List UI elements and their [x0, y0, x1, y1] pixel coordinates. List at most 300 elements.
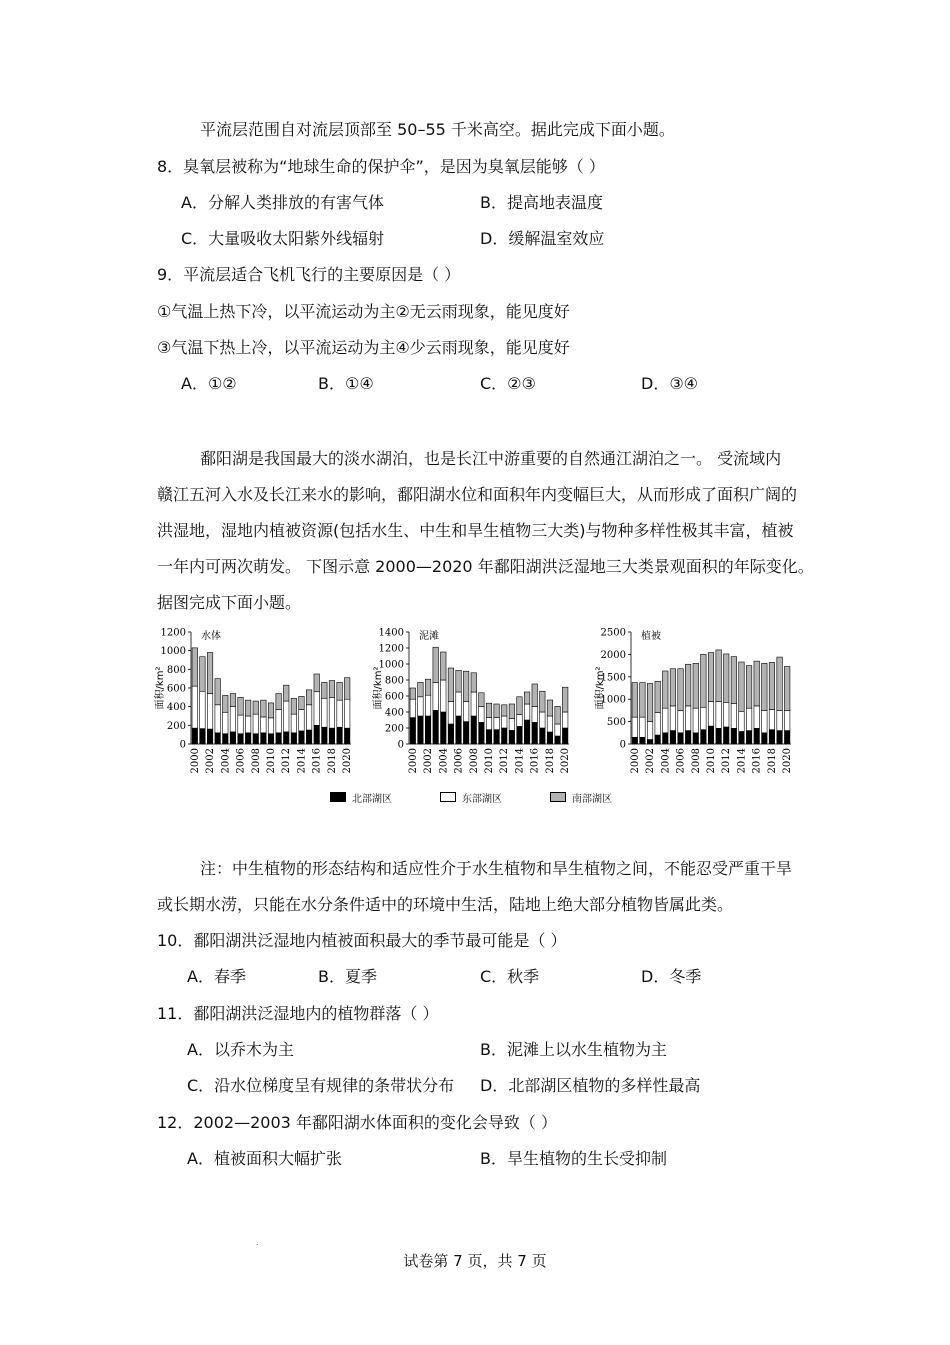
bar-东部湖区-2003 — [433, 682, 438, 710]
bar-南部湖区-2000 — [192, 648, 197, 686]
x-tick-label: 2002 — [423, 748, 435, 774]
question-8-option-b[interactable]: B．提高地表温度 — [480, 193, 603, 212]
bar-东部湖区-2000 — [410, 699, 415, 717]
y-axis-label: 面积/km² — [373, 666, 384, 710]
bar-北部湖区-2014 — [517, 726, 522, 744]
bar-东部湖区-2013 — [291, 714, 296, 733]
bar-北部湖区-2009 — [479, 722, 484, 744]
bar-南部湖区-2006 — [238, 697, 243, 715]
bar-南部湖区-2000 — [410, 688, 415, 699]
x-tick-label: 2014 — [736, 748, 748, 774]
bar-南部湖区-2015 — [746, 666, 751, 709]
x-tick-label: 2008 — [468, 748, 480, 774]
question-8-stem: 8．臭氧层被称为“地球生命的保护伞”，是因为臭氧层能够（ ） — [157, 157, 605, 176]
bar-东部湖区-2014 — [517, 714, 522, 726]
bar-东部湖区-2002 — [647, 722, 652, 740]
bar-东部湖区-2015 — [306, 705, 311, 730]
x-tick-label: 2000 — [629, 748, 641, 774]
bar-北部湖区-2001 — [418, 716, 423, 744]
bar-南部湖区-2018 — [547, 700, 552, 716]
bar-南部湖区-2001 — [418, 682, 423, 696]
bar-南部湖区-2005 — [448, 668, 453, 702]
bar-南部湖区-2009 — [261, 700, 266, 717]
bar-东部湖区-2016 — [532, 706, 537, 722]
bar-东部湖区-2004 — [223, 712, 228, 733]
bar-南部湖区-2007 — [685, 664, 690, 706]
bar-东部湖区-2004 — [441, 680, 446, 712]
footer-dot: . — [256, 1238, 259, 1247]
bar-东部湖区-2008 — [471, 692, 476, 716]
bar-南部湖区-2009 — [701, 654, 706, 707]
bar-东部湖区-2003 — [215, 705, 220, 733]
bar-南部湖区-2008 — [253, 701, 258, 714]
bar-北部湖区-2003 — [655, 735, 660, 744]
y-tick-label: 200 — [166, 720, 186, 732]
bar-南部湖区-2010 — [708, 653, 713, 702]
bar-南部湖区-2016 — [314, 674, 319, 692]
question-9-option-d[interactable]: D．③④ — [641, 374, 699, 393]
bar-北部湖区-2001 — [200, 729, 205, 744]
x-tick-label: 2008 — [250, 748, 262, 774]
passage-line-4: 一年内可两次萌发。 下图示意 2000—2020 年鄱阳湖洪泛湿地三大类景观面积的年际变化。 — [157, 557, 814, 576]
bar-北部湖区-2005 — [448, 724, 453, 744]
chart-title: 泥滩 — [419, 631, 439, 642]
bar-南部湖区-2012 — [283, 685, 288, 701]
bar-北部湖区-2020 — [784, 731, 789, 744]
bar-南部湖区-2018 — [769, 662, 774, 709]
x-tick-label: 2006 — [675, 748, 687, 774]
y-tick-label: 1000 — [600, 694, 626, 706]
x-tick-label: 2008 — [690, 748, 702, 774]
y-tick-label: 400 — [384, 707, 404, 719]
bar-北部湖区-2006 — [456, 716, 461, 744]
question-9-option-b[interactable]: B．①④ — [318, 374, 374, 393]
bar-北部湖区-2001 — [640, 737, 645, 744]
bar-北部湖区-2004 — [663, 733, 668, 744]
bar-东部湖区-2010 — [268, 718, 273, 734]
bar-北部湖区-2019 — [555, 736, 560, 744]
chart-vegetation — [595, 620, 795, 774]
bar-东部湖区-2005 — [448, 702, 453, 724]
y-tick-label: 1000 — [160, 646, 186, 658]
bar-东部湖区-2011 — [276, 709, 281, 732]
bar-北部湖区-2007 — [245, 733, 250, 744]
bar-南部湖区-2002 — [647, 684, 652, 722]
bar-南部湖区-2008 — [471, 673, 476, 692]
bar-东部湖区-2006 — [238, 715, 243, 734]
bar-北部湖区-2017 — [540, 728, 545, 744]
x-tick-label: 2020 — [560, 748, 572, 774]
bar-南部湖区-2007 — [245, 700, 250, 716]
bar-东部湖区-2008 — [693, 708, 698, 733]
bar-南部湖区-2020 — [784, 666, 789, 710]
bar-南部湖区-2006 — [678, 669, 683, 711]
bar-东部湖区-2000 — [632, 717, 637, 737]
x-tick-label: 2004 — [660, 748, 672, 774]
intro-line: 平流层范围自对流层顶部至 50–55 千米高空。据此完成下面小题。 — [200, 120, 675, 139]
bar-北部湖区-2004 — [441, 712, 446, 744]
bar-北部湖区-2016 — [754, 728, 759, 744]
bar-南部湖区-2012 — [723, 654, 728, 702]
legend-south-label: 南部湖区 — [572, 793, 612, 805]
bar-东部湖区-2013 — [731, 704, 736, 729]
bar-北部湖区-2013 — [291, 733, 296, 744]
bar-南部湖区-2015 — [306, 690, 311, 705]
bar-北部湖区-2015 — [524, 720, 529, 744]
bar-东部湖区-2017 — [762, 710, 767, 732]
bar-北部湖区-2020 — [562, 728, 567, 744]
bar-南部湖区-2013 — [731, 657, 736, 704]
bar-东部湖区-2012 — [501, 716, 506, 728]
bar-北部湖区-2007 — [685, 731, 690, 744]
legend-north — [330, 789, 392, 805]
bar-南部湖区-2020 — [344, 678, 349, 699]
x-tick-label: 2012 — [721, 748, 733, 774]
bar-东部湖区-2007 — [245, 716, 250, 733]
bar-东部湖区-2001 — [640, 717, 645, 737]
bar-南部湖区-2005 — [670, 669, 675, 706]
bar-东部湖区-2018 — [329, 697, 334, 728]
x-tick-label: 2012 — [499, 748, 511, 774]
question-10-option-a[interactable]: A．春季 — [187, 967, 246, 986]
y-tick-label: 400 — [166, 702, 186, 714]
bar-南部湖区-2010 — [268, 703, 273, 718]
bar-东部湖区-2012 — [723, 702, 728, 727]
bar-东部湖区-2001 — [200, 691, 205, 728]
bar-北部湖区-2020 — [344, 728, 349, 744]
bar-南部湖区-2001 — [640, 683, 645, 717]
bar-东部湖区-2014 — [299, 709, 304, 730]
bar-北部湖区-2012 — [283, 732, 288, 744]
x-tick-label: 2014 — [296, 748, 308, 774]
bar-北部湖区-2015 — [746, 731, 751, 744]
bar-东部湖区-2019 — [777, 710, 782, 730]
bar-东部湖区-2016 — [754, 706, 759, 728]
bar-南部湖区-2019 — [337, 682, 342, 700]
y-tick-label: 800 — [384, 675, 404, 687]
bar-南部湖区-2002 — [425, 679, 430, 695]
question-11-option-c[interactable]: C．沿水位梯度呈有规律的条带状分布 — [187, 1076, 455, 1095]
bar-北部湖区-2010 — [708, 726, 713, 744]
bar-北部湖区-2014 — [299, 731, 304, 744]
bar-东部湖区-2005 — [670, 706, 675, 731]
legend-east-label: 东部湖区 — [462, 793, 502, 805]
bar-北部湖区-2015 — [306, 730, 311, 744]
bar-东部湖区-2005 — [230, 707, 235, 732]
bar-东部湖区-2019 — [337, 700, 342, 727]
bar-东部湖区-2017 — [322, 698, 327, 727]
question-8-option-c[interactable]: C．大量吸收太阳紫外线辐射 — [181, 229, 385, 248]
bar-南部湖区-2003 — [433, 647, 438, 682]
bar-南部湖区-2013 — [509, 704, 514, 718]
question-8-option-d[interactable]: D．缓解温室效应 — [480, 229, 605, 248]
legend-north-swatch — [330, 792, 346, 802]
x-tick-label: 2006 — [453, 748, 465, 774]
chart-title: 水体 — [201, 631, 221, 642]
y-tick-label: 0 — [397, 739, 404, 751]
bar-南部湖区-2006 — [456, 670, 461, 692]
bar-北部湖区-2008 — [693, 733, 698, 744]
x-tick-label: 2014 — [514, 748, 526, 774]
y-axis-label: 面积/km² — [155, 666, 166, 710]
bar-东部湖区-2010 — [486, 718, 491, 730]
bar-东部湖区-2008 — [253, 714, 258, 734]
bar-南部湖区-2005 — [230, 694, 235, 707]
bar-南部湖区-2012 — [501, 705, 506, 716]
x-tick-label: 2004 — [438, 748, 450, 774]
bar-东部湖区-2020 — [784, 710, 789, 730]
bar-南部湖区-2011 — [494, 704, 499, 718]
note-line-1: 注：中生植物的形态结构和适应性介于水生植物和旱生植物之间，不能忍受严重干旱 — [200, 859, 793, 878]
y-tick-label: 1500 — [600, 672, 626, 684]
bar-北部湖区-2018 — [547, 732, 552, 744]
bar-南部湖区-2014 — [299, 696, 304, 709]
x-tick-label: 2018 — [766, 748, 778, 774]
bar-北部湖区-2008 — [253, 734, 258, 744]
bar-东部湖区-2018 — [769, 710, 774, 730]
y-tick-label: 500 — [606, 717, 626, 729]
bar-东部湖区-2001 — [418, 697, 423, 716]
bar-南部湖区-2013 — [291, 698, 296, 714]
x-tick-label: 2004 — [220, 748, 232, 774]
question-11-option-b[interactable]: B．泥滩上以水生植物为主 — [480, 1040, 667, 1059]
x-tick-label: 2016 — [751, 748, 763, 774]
question-9-statement-2: ③气温下热上冷，以平流运动为主④少云雨现象，能见度好 — [157, 338, 570, 357]
bar-南部湖区-2016 — [754, 661, 759, 706]
bar-北部湖区-2003 — [215, 733, 220, 744]
bar-东部湖区-2011 — [494, 718, 499, 730]
bar-东部湖区-2013 — [509, 718, 514, 730]
bar-东部湖区-2018 — [547, 716, 552, 732]
bar-东部湖区-2009 — [261, 717, 266, 733]
passage-line-1: 鄱阳湖是我国最大的淡水湖泊，也是长江中游重要的自然通江湖泊之一。 受流域内 — [200, 449, 782, 468]
x-tick-label: 2000 — [407, 748, 419, 774]
bar-北部湖区-2005 — [230, 732, 235, 744]
bar-北部湖区-2017 — [322, 727, 327, 744]
bar-东部湖区-2003 — [655, 713, 660, 735]
y-tick-label: 2000 — [600, 649, 626, 661]
chart-vegetation-svg — [595, 620, 795, 774]
bar-南部湖区-2015 — [524, 692, 529, 704]
bar-北部湖区-2012 — [501, 728, 506, 744]
y-axis-label: 面积/km² — [595, 666, 606, 710]
x-tick-label: 2020 — [342, 748, 354, 774]
chart-water — [155, 620, 355, 774]
bar-南部湖区-2008 — [693, 663, 698, 708]
bar-北部湖区-2019 — [337, 727, 342, 744]
bar-北部湖区-2010 — [268, 734, 273, 744]
passage-line-2: 赣江五河入水及长江来水的影响，鄱阳湖水位和面积年内变幅巨大，从而形成了面积广阔的 — [157, 485, 798, 504]
bar-南部湖区-2017 — [540, 691, 545, 712]
bar-南部湖区-2004 — [441, 652, 446, 680]
bar-南部湖区-2003 — [655, 681, 660, 712]
question-11-stem: 11．鄱阳湖洪泛湿地内的植物群落（ ） — [157, 1004, 439, 1023]
bar-南部湖区-2011 — [716, 650, 721, 702]
x-tick-label: 2016 — [311, 748, 323, 774]
chart-water-svg — [155, 620, 355, 774]
bar-北部湖区-2011 — [276, 733, 281, 744]
bar-东部湖区-2016 — [314, 692, 319, 726]
note-line-2: 或长期水涝，只能在水分条件适中的环境中生活，陆地上绝大部分植物皆属此类。 — [157, 895, 734, 914]
bar-南部湖区-2010 — [486, 703, 491, 717]
bar-南部湖区-2019 — [555, 706, 560, 724]
bar-北部湖区-2002 — [425, 716, 430, 744]
x-tick-label: 2018 — [544, 748, 556, 774]
bar-北部湖区-2013 — [731, 728, 736, 744]
bar-东部湖区-2009 — [701, 707, 706, 729]
y-tick-label: 1200 — [160, 627, 186, 639]
bar-北部湖区-2006 — [238, 734, 243, 744]
y-tick-label: 0 — [619, 739, 626, 751]
legend-south-swatch — [550, 792, 566, 802]
legend-east — [440, 789, 502, 805]
bar-北部湖区-2005 — [670, 731, 675, 744]
bar-南部湖区-2019 — [777, 657, 782, 710]
bar-北部湖区-2002 — [207, 729, 212, 744]
question-9-stem: 9．平流层适合飞机飞行的主要原因是（ ） — [157, 265, 461, 284]
legend-east-swatch — [440, 792, 456, 802]
question-8-option-a[interactable]: A．分解人类排放的有害气体 — [181, 193, 384, 212]
y-tick-label: 800 — [166, 664, 186, 676]
bar-东部湖区-2015 — [524, 704, 529, 720]
bar-东部湖区-2014 — [739, 711, 744, 731]
bar-东部湖区-2020 — [344, 699, 349, 728]
y-tick-label: 1400 — [378, 627, 404, 639]
bar-南部湖区-2001 — [200, 657, 205, 692]
y-tick-label: 1200 — [378, 643, 404, 655]
question-9-option-c[interactable]: C．②③ — [480, 374, 536, 393]
bar-东部湖区-2004 — [663, 708, 668, 733]
bar-南部湖区-2000 — [632, 683, 637, 717]
bar-东部湖区-2000 — [192, 686, 197, 728]
bar-南部湖区-2009 — [479, 693, 484, 707]
x-tick-label: 2006 — [235, 748, 247, 774]
bar-东部湖区-2006 — [456, 692, 461, 716]
bar-北部湖区-2009 — [261, 733, 266, 744]
y-tick-label: 2500 — [600, 627, 626, 639]
bar-东部湖区-2002 — [425, 695, 430, 716]
bar-南部湖区-2004 — [663, 671, 668, 708]
bar-东部湖区-2007 — [463, 702, 468, 722]
x-tick-label: 2010 — [706, 748, 717, 774]
bar-东部湖区-2007 — [685, 706, 690, 731]
question-9-statement-1: ①气温上热下冷，以平流运动为主②无云雨现象，能见度好 — [157, 302, 570, 321]
bar-北部湖区-2012 — [723, 727, 728, 744]
bar-东部湖区-2010 — [708, 701, 713, 726]
bar-东部湖区-2012 — [283, 701, 288, 732]
y-tick-label: 1000 — [378, 659, 404, 671]
passage-line-3: 洪湿地，湿地内植被资源(包括水生、中生和旱生植物三大类)与物种多样性极其丰富，植被 — [157, 521, 794, 540]
bar-东部湖区-2002 — [207, 694, 212, 729]
question-10-option-b[interactable]: B．夏季 — [318, 967, 377, 986]
x-tick-label: 2012 — [281, 748, 293, 774]
x-tick-label: 2000 — [189, 748, 201, 774]
question-11-option-a[interactable]: A．以乔木为主 — [187, 1040, 294, 1059]
question-10-stem: 10．鄱阳湖洪泛湿地内植被面积最大的季节最可能是（ ） — [157, 931, 567, 950]
bar-北部湖区-2003 — [433, 710, 438, 744]
bar-北部湖区-2002 — [647, 740, 652, 744]
bar-北部湖区-2006 — [678, 733, 683, 744]
bar-南部湖区-2011 — [276, 694, 281, 710]
y-tick-label: 600 — [384, 691, 404, 703]
x-tick-label: 2010 — [484, 748, 495, 774]
bar-北部湖区-2009 — [701, 730, 706, 744]
legend-north-label: 北部湖区 — [352, 793, 392, 805]
page-footer: 试卷第 7 页，共 7 页 — [403, 1252, 547, 1270]
question-10-option-d[interactable]: D．冬季 — [641, 967, 702, 986]
bar-东部湖区-2017 — [540, 712, 545, 728]
y-tick-label: 600 — [166, 683, 186, 695]
bar-南部湖区-2003 — [215, 679, 220, 705]
chart-mudflat-svg — [373, 620, 573, 774]
bar-北部湖区-2018 — [329, 728, 334, 744]
question-11-option-d[interactable]: D．北部湖区植物的多样性最高 — [480, 1076, 701, 1095]
y-tick-label: 200 — [384, 723, 404, 735]
bar-北部湖区-2016 — [314, 725, 319, 744]
legend-south — [550, 789, 612, 805]
bar-北部湖区-2011 — [716, 728, 721, 744]
bar-北部湖区-2010 — [486, 730, 491, 744]
bar-东部湖区-2015 — [746, 708, 751, 730]
bar-北部湖区-2016 — [532, 722, 537, 744]
bar-东部湖区-2006 — [678, 710, 683, 732]
bar-北部湖区-2011 — [494, 730, 499, 744]
chart-legend — [330, 789, 650, 805]
bar-东部湖区-2011 — [716, 701, 721, 728]
bar-北部湖区-2018 — [769, 730, 774, 744]
question-9-option-a[interactable]: A．①② — [181, 374, 237, 393]
x-tick-label: 2010 — [266, 748, 277, 774]
bar-东部湖区-2020 — [562, 712, 567, 728]
question-10-option-c[interactable]: C．秋季 — [480, 967, 540, 986]
x-tick-label: 2018 — [326, 748, 338, 774]
question-12-stem: 12．2002—2003 年鄱阳湖水体面积的变化会导致（ ） — [157, 1113, 557, 1132]
y-tick-label: 0 — [179, 739, 186, 751]
bar-北部湖区-2000 — [192, 728, 197, 744]
bar-北部湖区-2007 — [463, 722, 468, 744]
bar-北部湖区-2000 — [632, 737, 637, 744]
bar-南部湖区-2018 — [329, 681, 334, 698]
bar-北部湖区-2000 — [410, 718, 415, 744]
bar-北部湖区-2013 — [509, 730, 514, 744]
bar-东部湖区-2009 — [479, 706, 484, 722]
bar-南部湖区-2014 — [739, 662, 744, 711]
bar-南部湖区-2016 — [532, 684, 537, 706]
bar-北部湖区-2014 — [739, 731, 744, 744]
x-tick-label: 2020 — [782, 748, 794, 774]
x-tick-label: 2016 — [529, 748, 541, 774]
passage-line-5: 据图完成下面小题。 — [157, 593, 302, 612]
bar-南部湖区-2002 — [207, 653, 212, 694]
bar-北部湖区-2008 — [471, 716, 476, 744]
bar-南部湖区-2017 — [322, 682, 327, 698]
question-12-option-a[interactable]: A．植被面积大幅扩张 — [187, 1149, 342, 1168]
x-tick-label: 2002 — [645, 748, 657, 774]
bar-南部湖区-2014 — [517, 697, 522, 715]
bar-南部湖区-2020 — [562, 687, 567, 712]
bar-北部湖区-2019 — [777, 731, 782, 744]
bar-东部湖区-2019 — [555, 724, 560, 736]
chart-title: 植被 — [641, 631, 661, 642]
bar-南部湖区-2007 — [463, 671, 468, 701]
chart-mudflat — [373, 620, 573, 774]
bar-北部湖区-2004 — [223, 734, 228, 744]
x-tick-label: 2002 — [205, 748, 217, 774]
bar-南部湖区-2017 — [762, 663, 767, 710]
bar-北部湖区-2017 — [762, 733, 767, 744]
bar-南部湖区-2004 — [223, 695, 228, 712]
question-12-option-b[interactable]: B．旱生植物的生长受抑制 — [480, 1149, 667, 1168]
